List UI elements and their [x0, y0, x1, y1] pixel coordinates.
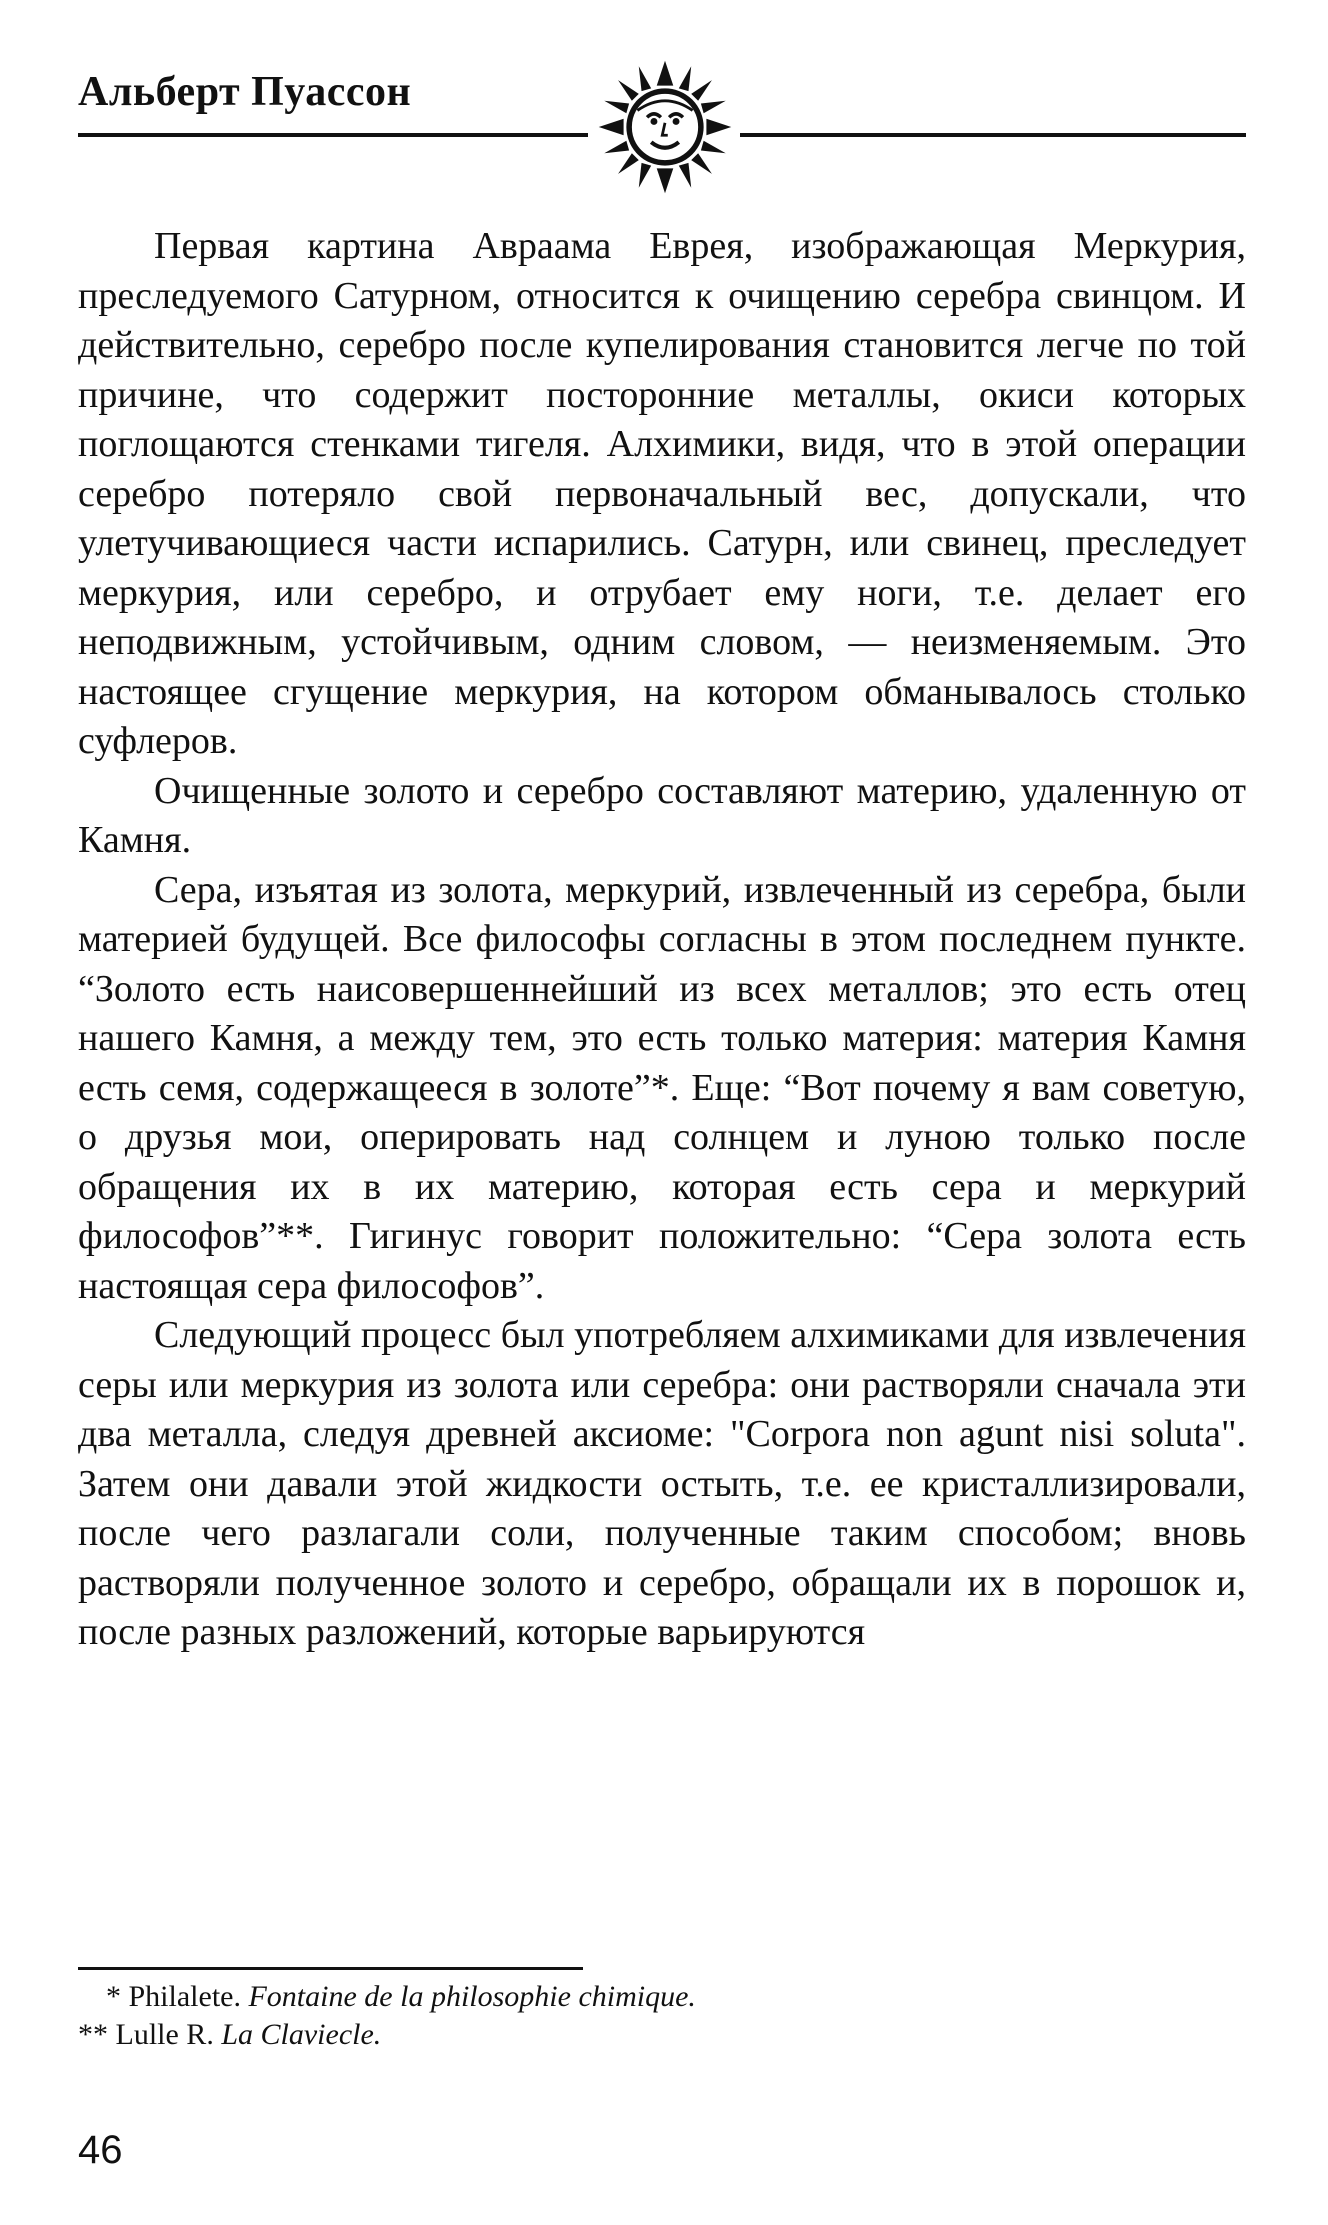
paragraph-3: Сера, изъятая из золота, меркурий, извлеченный из серебра, были материей будущей. Все философы согласны в этом последнем пункте. “Золото есть наисовершеннейший из всех металлов; это есть отец нашего Камня, а между тем, это есть только материя: материя Камня есть семя, содержащееся в золоте”*. Еще: “Вот почему я вам советую, о друзья мои, оперировать над солнцем и луною только после обращения их в их материю, которая есть сера и меркурий философов”**. Гигинус говорит положительно: “Сера золота есть настоящая сера философов”. [78, 868, 1246, 1307]
footnote-2-mark: ** [78, 2018, 108, 2051]
paragraph-2: Очищенные золото и серебро составляют материю, удаленную от Камня. [78, 769, 1246, 861]
footnote-2 [78, 2016, 1246, 2054]
sun-face-icon [596, 58, 734, 196]
footnote-1-author: Philalete. [128, 1980, 241, 2013]
footnote-2-author: Lulle R. [115, 2018, 214, 2051]
footnotes [78, 1978, 1246, 2054]
footnote-1-mark: * [106, 1980, 121, 2013]
header-rule-left [78, 133, 588, 137]
paragraph-4: Следующий процесс был употребляем алхимиками для извлечения серы или меркурия из золота или серебра: они растворяли сначала эти два металла, следуя древней аксиоме: "Corpora non agunt nisi soluta". Затем они давали этой жидкости остыть, т.е. ее кристаллизировали, после чего разлагали соли, полученные таким способом; вновь растворяли полученное золото и серебро, обращали их в порошок и, после разных разложений, которые варьируются [78, 1314, 1246, 1653]
paragraph-1: Первая картина Авраама Еврея, изображающая Меркурия, преследуемого Сатурном, относится к очищению серебра свинцом. И действительно, серебро после купелирования становится легче по той причине, что содержит посторонние металлы, окиси которых поглощаются стенками тигеля. Алхимики, видя, что в этой операции серебро потеряло свой первоначальный вес, допускали, что улетучивающиеся части испарились. Сатурн, или свинец, преследует меркурия, или серебро, и отрубает ему ноги, т.е. делает его неподвижным, устойчивым, одним словом, — неизменяемым. Это настоящее сгущение меркурия, на котором обманывалось столько суфлеров. [78, 225, 1246, 762]
main-text [78, 222, 1246, 1658]
footnote-1-title: Fontaine de la philosophie chimique. [248, 1980, 696, 2013]
running-head-author: Альберт Пуассон [78, 69, 412, 115]
running-header [78, 58, 1246, 208]
page-number: 46 [78, 2128, 123, 2172]
header-rule-right [740, 133, 1246, 137]
footnote-separator [78, 1967, 583, 1970]
footnote-1 [78, 1978, 1246, 2016]
footnote-2-title: La Claviecle. [221, 2018, 382, 2051]
